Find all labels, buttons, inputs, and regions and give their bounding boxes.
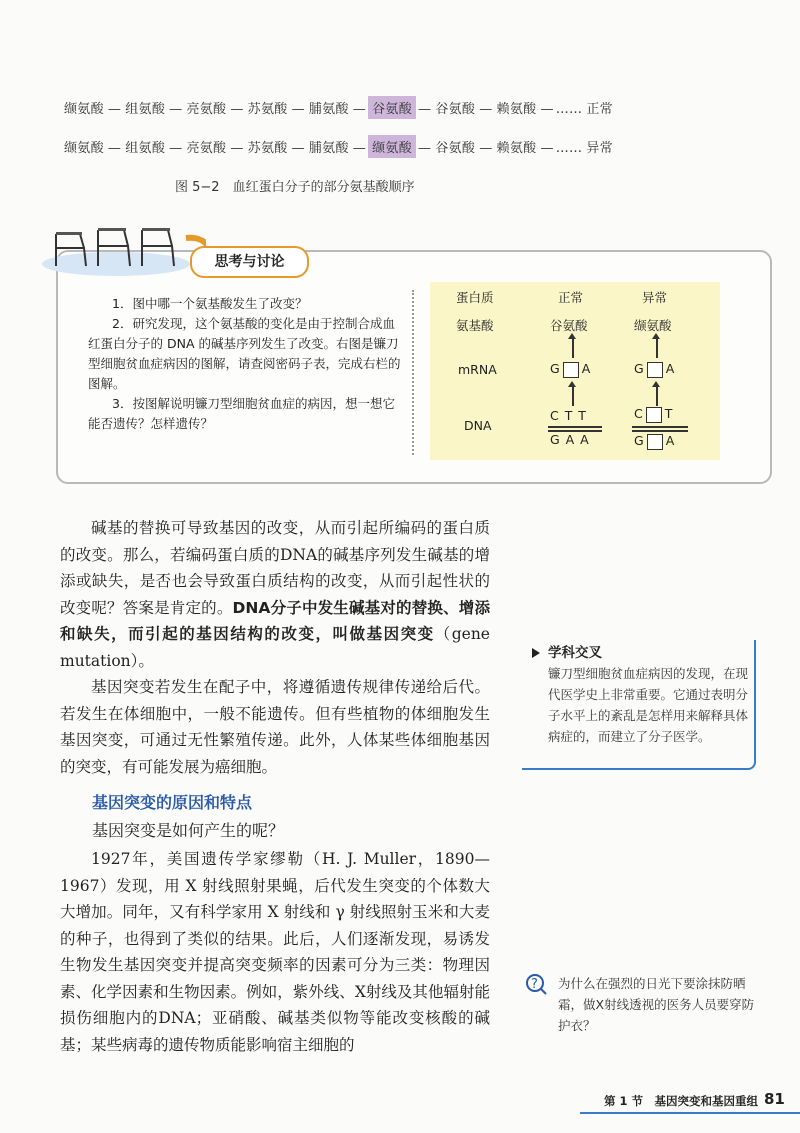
abnormal-amino-acid: 缬氨酸 bbox=[634, 318, 672, 333]
column-normal: 正常 bbox=[558, 290, 584, 305]
question-3: 3．按图解说明镰刀型细胞贫血症的病因，想一想它能否遗传？怎样遗传？ bbox=[88, 396, 395, 431]
abnormal-sequence-row: 缬氨酸 — 组氨酸 — 亮氨酸 — 苏氨酸 — 脯氨酸 — 缬氨酸 — 谷氨酸 — 赖氨酸 — …… 异常 bbox=[62, 135, 613, 158]
definition-gene-mutation: DNA分子中发生碱基对的替换、增添和缺失，而引起的基因结构的改变，叫做基因突变 bbox=[60, 598, 490, 643]
amino-acid: 亮氨酸 bbox=[186, 102, 227, 117]
normal-dna-bottom: G A A bbox=[550, 432, 590, 447]
body-paragraph-2: 基因突变若发生在配子中，将遵循遗传规律传递给后代。若发生在体细胞中，一般不能遗传。但有些植物的体细胞发生基因突变，可通过无性繁殖传递。此外，人体某些体细胞基因的突变，有可能发展为癌细胞。 bbox=[60, 678, 490, 776]
sub-question: 基因突变是如何产生的呢？ bbox=[92, 821, 285, 840]
sidebar-question: 为什么在强烈的日光下要涂抹防晒霜，做X射线透视的医务人员要穿防护衣？ bbox=[558, 976, 755, 1033]
blank-box[interactable] bbox=[563, 362, 579, 378]
amino-acid: 谷氨酸 bbox=[435, 141, 476, 156]
dna-strand-line bbox=[632, 430, 688, 432]
amino-acid: 脯氨酸 bbox=[308, 141, 349, 156]
abnormal-dna-bottom: G A bbox=[634, 433, 675, 448]
up-arrow-icon bbox=[572, 338, 574, 358]
normal-dna-top: C T T bbox=[550, 408, 587, 423]
body-paragraph-3: 1927年，美国遗传学家缪勒（H. J. Muller，1890—1967）发现，用 X 射线照射果蝇，后代发生突变的个体数大大增加。同年，又有科学家用 X 射线和 γ 射线照射玉米和大麦的种子，也得到了类似的结果。此后，人们逐渐发现，易诱发生物发生基因突变并提高突变频率的因素可分为三类：物理因素、化学因素和生物因素。例如，紫外线、X射线及其他辐射能损伤细胞内的DNA；亚硝酸、碱基类似物等能改变核酸的碱基；某些病毒的遗传物质能影响宿主细胞的 bbox=[60, 850, 490, 1054]
discussion-tab: 思考与讨论 bbox=[190, 246, 309, 278]
amino-acid: 缬氨酸 bbox=[64, 141, 104, 156]
abnormal-dna-top: C T bbox=[634, 406, 673, 421]
amino-acid: 赖氨酸 bbox=[496, 102, 537, 117]
amino-acid: 苏氨酸 bbox=[247, 141, 288, 156]
sickle-cell-diagram bbox=[430, 282, 720, 460]
normal-sequence-row: 缬氨酸 — 组氨酸 — 亮氨酸 — 苏氨酸 — 脯氨酸 — 谷氨酸 — 谷氨酸 — 赖氨酸 — …… 正常 bbox=[62, 96, 613, 119]
amino-acid: 缬氨酸 bbox=[64, 102, 104, 117]
status-label: 正常 bbox=[586, 102, 613, 117]
discussion-questions bbox=[88, 294, 406, 434]
sidebar-title: 学科交叉 bbox=[532, 641, 602, 661]
ellipsis: …… bbox=[555, 141, 583, 156]
amino-acid: 谷氨酸 bbox=[435, 102, 476, 117]
label-amino-acid: 氨基酸 bbox=[456, 318, 494, 333]
amino-acid: 组氨酸 bbox=[125, 102, 166, 117]
blank-box[interactable] bbox=[646, 407, 662, 423]
amino-acid: 赖氨酸 bbox=[496, 141, 537, 156]
label-protein: 蛋白质 bbox=[456, 290, 494, 305]
amino-acid: 亮氨酸 bbox=[186, 141, 227, 156]
footer-line bbox=[580, 1112, 800, 1114]
page-number: 81 bbox=[764, 1090, 785, 1108]
dotted-divider bbox=[412, 290, 414, 455]
section-title: 基因突变的原因和特点 bbox=[92, 793, 253, 812]
triangle-icon bbox=[532, 648, 540, 658]
blank-box[interactable] bbox=[647, 434, 663, 450]
amino-acid: 苏氨酸 bbox=[247, 102, 288, 117]
dna-strand-line bbox=[548, 426, 602, 428]
svg-text:?: ? bbox=[531, 977, 538, 992]
highlighted-amino-acid: 谷氨酸 bbox=[368, 96, 416, 119]
amino-acid: 脯氨酸 bbox=[308, 102, 349, 117]
column-abnormal: 异常 bbox=[642, 290, 668, 305]
up-arrow-icon bbox=[572, 386, 574, 406]
up-arrow-icon bbox=[656, 386, 658, 406]
status-label: 异常 bbox=[586, 141, 613, 156]
dna-strand-line bbox=[632, 426, 688, 428]
abnormal-mrna: G A bbox=[634, 361, 675, 376]
amino-acid: 组氨酸 bbox=[125, 141, 166, 156]
highlighted-amino-acid: 缬氨酸 bbox=[368, 135, 416, 158]
chairs-illustration bbox=[36, 208, 206, 278]
question-icon bbox=[524, 972, 548, 996]
label-dna: DNA bbox=[464, 418, 492, 433]
normal-mrna: G A bbox=[550, 361, 591, 376]
question-1: 1．图中哪一个氨基酸发生了改变？ bbox=[112, 296, 308, 311]
figure-caption: 图 5−2 血红蛋白分子的部分氨基酸顺序 bbox=[175, 180, 415, 195]
question-2: 2．研究发现，这个氨基酸的变化是由于控制合成血红蛋白分子的 DNA 的碱基序列发生了改变。右图是镰刀型细胞贫血症病因的图解，请查阅密码子表，完成右栏的图解。 bbox=[88, 316, 401, 391]
sidebar-text: 镰刀型细胞贫血症病因的发现，在现代医学史上非常重要。它通过表明分子水平上的紊乱是怎样用来解释具体病症的，而建立了分子医学。 bbox=[548, 666, 749, 744]
label-mrna: mRNA bbox=[458, 362, 497, 377]
body-paragraph-1: 碱基的替换可导致基因的改变，从而引起所编码的蛋白质的改变。那么，若编码蛋白质的DNA的碱基序列发生碱基的增添或缺失，是否也会导致蛋白质结构的改变，从而引起性状的改变呢？答案是肯定的。DNA分子中发生碱基对的替换、增添和缺失，而引起的基因结构的改变，叫做基因突变（gene mutation）。 bbox=[60, 519, 490, 670]
footer-section: 第 1 节 基因突变和基因重组 bbox=[604, 1094, 759, 1108]
ellipsis: …… bbox=[555, 102, 583, 117]
normal-amino-acid: 谷氨酸 bbox=[550, 318, 588, 333]
blank-box[interactable] bbox=[647, 362, 663, 378]
up-arrow-icon bbox=[656, 338, 658, 358]
